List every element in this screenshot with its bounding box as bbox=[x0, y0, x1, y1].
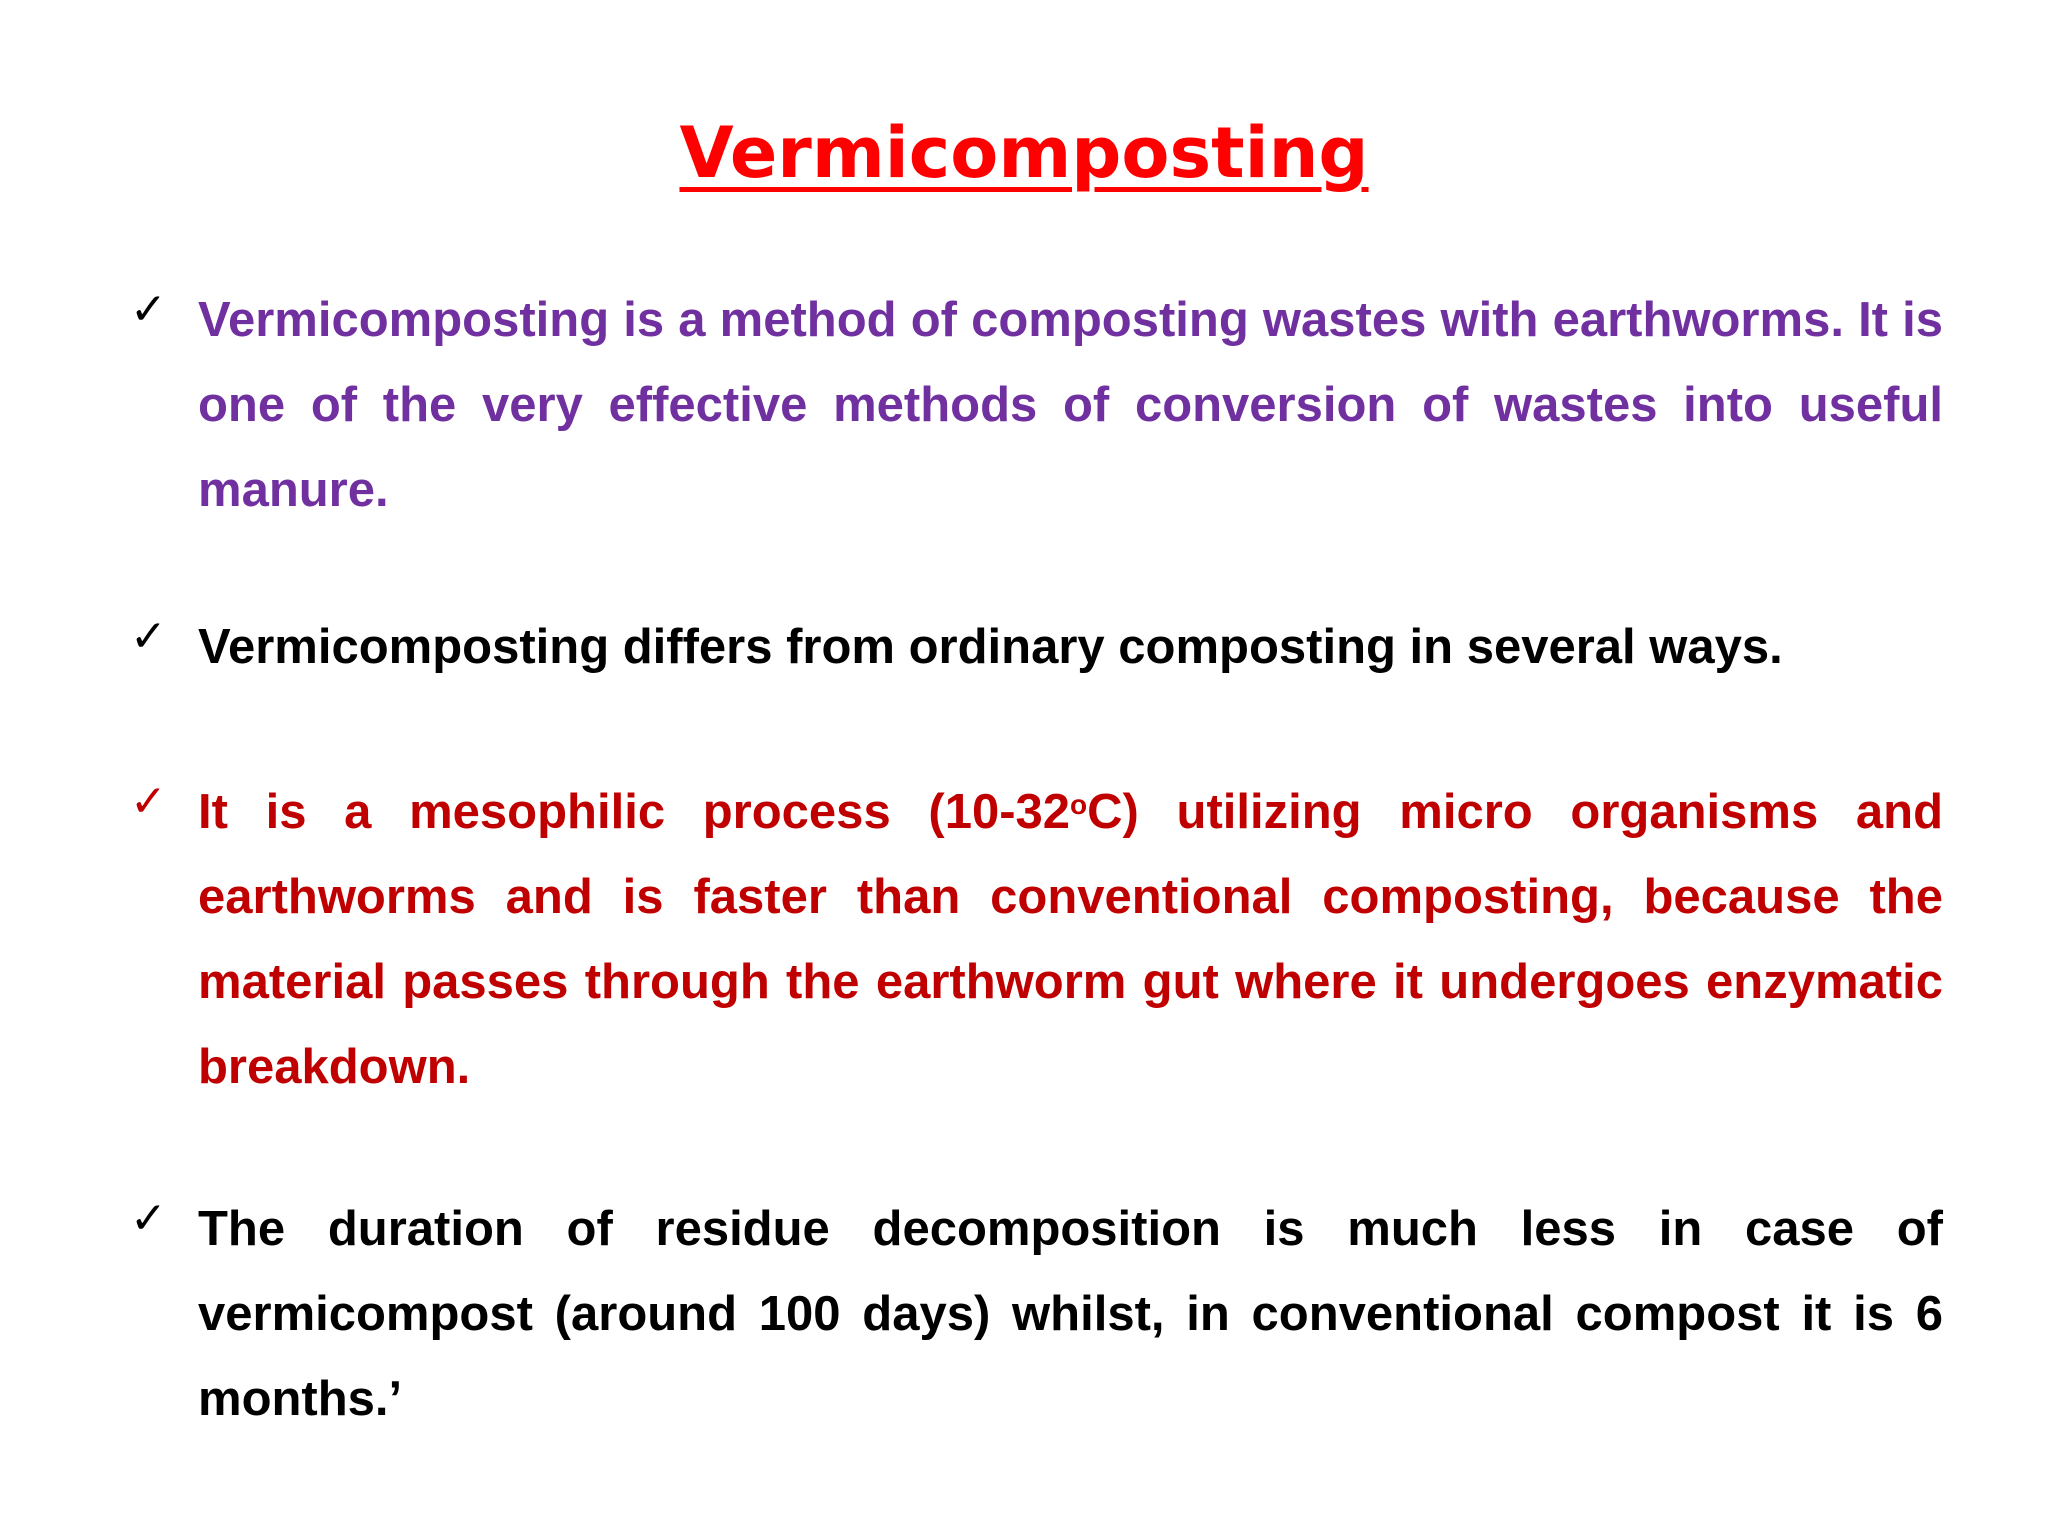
bullet-item bbox=[130, 605, 1960, 690]
bullet-item bbox=[130, 278, 1960, 533]
checkmark-icon: ✓ bbox=[130, 611, 167, 662]
bullet-text bbox=[198, 770, 1943, 1110]
bullet-text: The duration of residue decomposition is much less in case of vermicompost (around 100 days) whilst, in conventional compost it is 6 months.’ bbox=[198, 1202, 1943, 1426]
bullet-text-start: It is a mesophilic process (10-32 bbox=[198, 785, 1071, 839]
checkmark-icon: ✓ bbox=[130, 776, 167, 827]
bullet-item bbox=[130, 1187, 1960, 1442]
bullet-text: Vermicomposting is a method of composting wastes with earthworms. It is one of the very effective methods of conversion of wastes into useful manure. bbox=[198, 293, 1943, 517]
slide-title: Vermicomposting bbox=[679, 112, 1369, 194]
checkmark-icon: ✓ bbox=[130, 1193, 167, 1244]
bullet-text-end: C) utilizing micro organisms and earthworms and is faster than conventional composting, because the material passes through the earthworm gut where it undergoes enzymatic breakdown. bbox=[198, 785, 1944, 1094]
bullet-item bbox=[130, 770, 1960, 1110]
checkmark-icon: ✓ bbox=[130, 284, 167, 335]
bullet-text: Vermicomposting differs from ordinary composting in several ways. bbox=[198, 620, 1783, 674]
degree-superscript: o bbox=[1070, 789, 1088, 820]
